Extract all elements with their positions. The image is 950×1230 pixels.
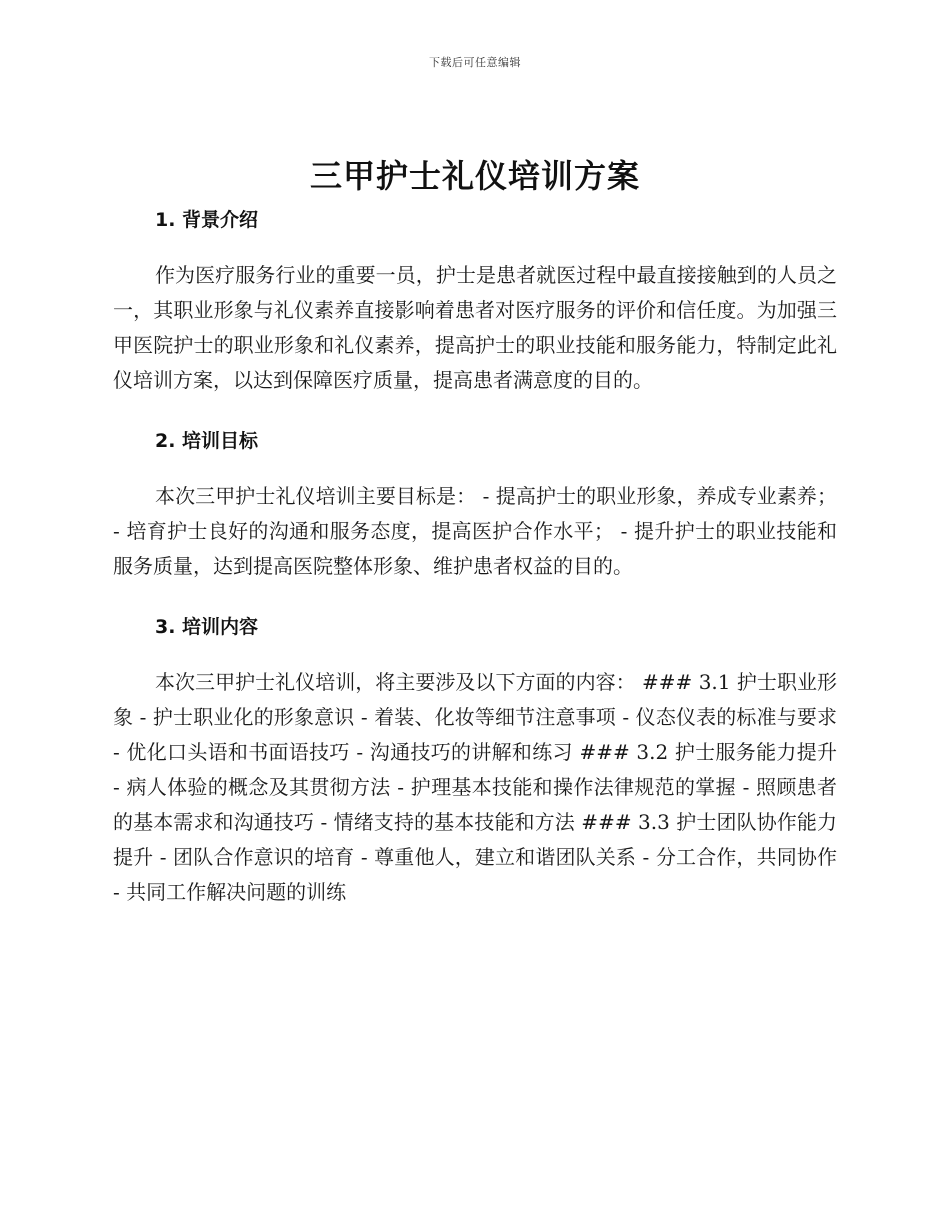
header-note: 下载后可任意编辑 (429, 56, 521, 69)
section-heading-content: 3. 培训内容 (155, 616, 259, 638)
section-body-goals: 本次三甲护士礼仪培训主要目标是： - 提高护士的职业形象，养成专业素养； - 培育护士良好的沟通和服务态度，提高医护合作水平； - 提升护士的职业技能和服务质量，达到提高医院整体形象、维护患者权益的目的。 (113, 484, 837, 578)
section-heading-goals: 2. 培训目标 (155, 430, 259, 452)
section-body-content: 本次三甲护士礼仪培训，将主要涉及以下方面的内容： ### 3.1 护士职业形象 - 护士职业化的形象意识 - 着装、化妆等细节注意事项 - 仪态仪表的标准与要求 - 优化口头语和书面语技巧 - 沟通技巧的讲解和练习 ### 3.2 护士服务能力提升 - 病人体验的概念及其贯彻方法 - 护理基本技能和操作法律规范的掌握 - 照顾患者的基本需求和沟通技巧 - 情绪支持的基本技能和方法 ### 3.3 护士团队协作能力提升 - 团队合作意识的培育 - 尊重他人，建立和谐团队关系 - 分工合作，共同协作 - 共同工作解决问题的训练 (113, 670, 837, 904)
section-heading-background: 1. 背景介绍 (155, 209, 259, 231)
document-title: 三甲护士礼仪培训方案 (309, 157, 640, 195)
document-body (113, 203, 837, 910)
section-body-background: 作为医疗服务行业的重要一员，护士是患者就医过程中最直接接触到的人员之一，其职业形象与礼仪素养直接影响着患者对医疗服务的评价和信任度。为加强三甲医院护士的职业形象和礼仪素养，提高护士的职业技能和服务能力，特制定此礼仪培训方案，以达到保障医疗质量，提高患者满意度的目的。 (113, 263, 837, 392)
